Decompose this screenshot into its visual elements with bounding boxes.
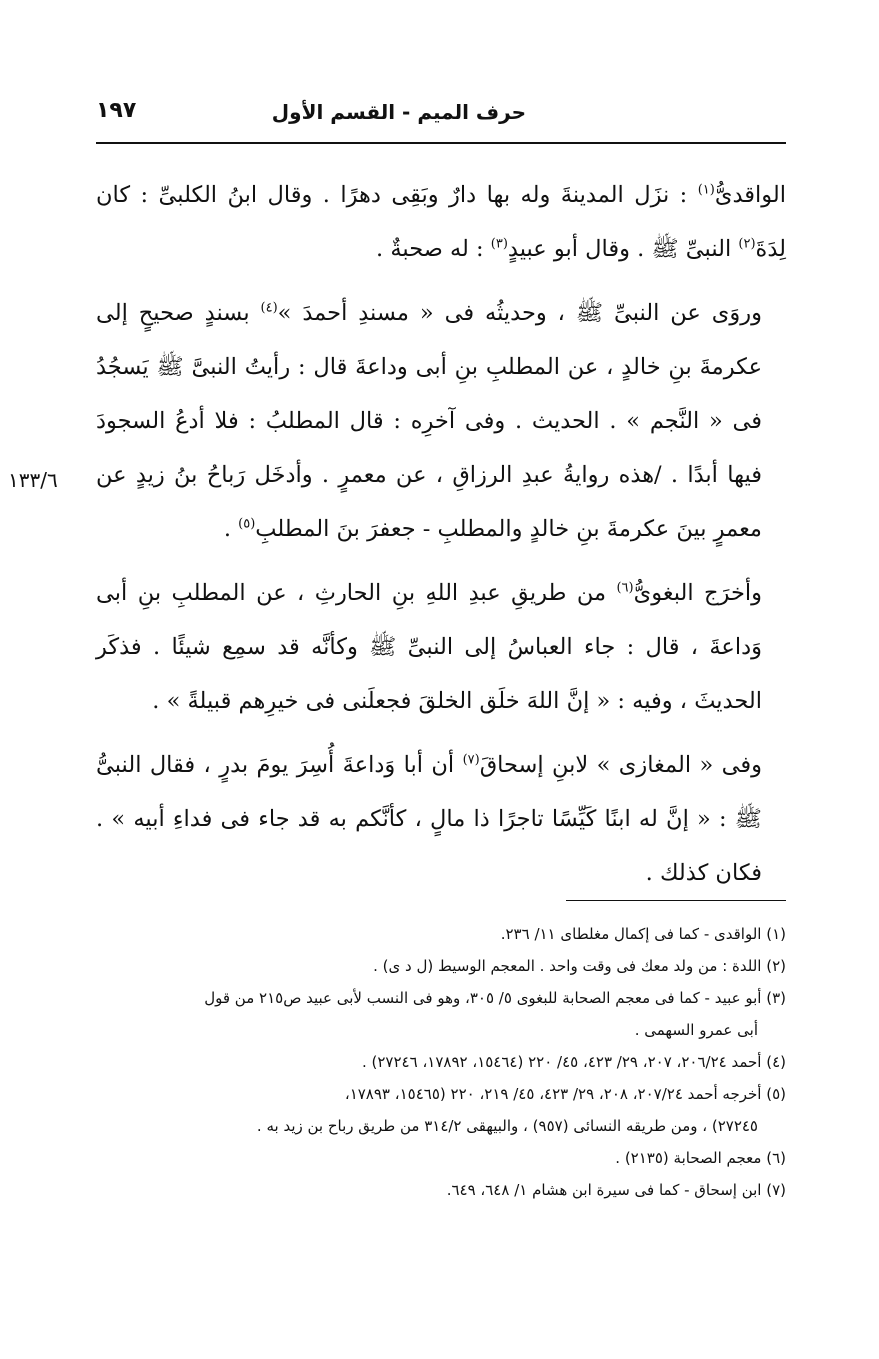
footnote-marker: (٧) [462,752,480,768]
footnote-3: (٣) أبو عبيد - كما فى معجم الصحابة للبغوى ٥/ ٣٠٥، وهو فى النسب لأبى عبيد ص٢١٥ من قول [204,989,786,1007]
text-run: النبىِّ ﷺ . وقال أبو عبيدٍ [507,236,739,262]
footnote-2: (٢) اللدة : من ولد معك فى وقت واحد . المعجم الوسيط (ل د ى) . [373,957,786,975]
text-run: الواقدىُّ [714,182,786,208]
text-run: : له صحبةٌ . [376,236,491,262]
footnotes [96,918,786,1206]
text-run: أن أبا وَداعةَ أُسِرَ يومَ بدرٍ ، فقال النبىُّ ﷺ : « إنَّ له ابنًا كَيِّسًا تاجرًا ذا مالٍ ، كأنَّكم به قد جاء فى فداءِ أبيه » . فكان كذلك . [96,752,762,886]
footnote-5-continuation: ٢٧٢٤٥) ، ومن طريقه النسائى (٩٥٧) ، والبيهقى ٣١٤/٢ من طريق رباح بن زيد به . [256,1117,758,1135]
footnote-4: (٤) أحمد ٢٠٦/٢٤، ٢٠٧، ٢٩/ ٤٢٣، ٤٥/ ٢٢٠ (١٥٤٦٤، ١٧٨٩٢، ٢٧٢٤٦) . [361,1053,786,1071]
text-run: : نزَل المدينةَ وله بها دارٌ وبَقِى دهرًا . وقال ابنُ الكلبىِّ : كان لِدَةَ [96,182,786,262]
paragraph-3 [96,566,786,728]
footnote-7: (٧) ابن إسحاق - كما فى سيرة ابن هشام ١/ ٦٤٨، ٦٤٩. [446,1181,786,1199]
text-run: . [223,516,239,542]
footnote-1: (١) الواقدى - كما فى إكمال مغلطاى ١١/ ٢٣٦. [500,925,786,943]
text-run: بسندٍ صحيحٍ إلى عكرمةَ بنِ خالدٍ ، عن المطلبِ بنِ أبى وداعةَ قال : رأيتُ النبىَّ ﷺ يَسجُدُ فى « النَّجم » . الحديث . وفى آخرِه : قال المطلبُ : فلا أدعُ السجودَ فيها أبدًا . /هذه روايةُ عبدِ الرزاقِ ، عن معمرٍ . وأدخَل رَباحُ بنُ زيدٍ عن معمرٍ بينَ عكرمةَ بنِ خالدٍ والمطلبِ - جعفرَ بنَ المطلبِ [96,300,762,542]
footnote-5: (٥) أخرجه أحمد ٢٠٧/٢٤، ٢٠٨، ٢٩/ ٤٢٣، ٤٥/ ٢١٩، ٢٢٠ (١٥٤٦٥، ١٧٨٩٣، [344,1085,786,1103]
text-run: من طريقِ عبدِ اللهِ بنِ الحارثِ ، عن المطلبِ بنِ أبى وَداعةَ ، قال : جاء العباسُ إلى النبىِّ ﷺ وكأنَّه قد سمِع شيئًا . فذكَر الحديثَ ، وفيه : « إنَّ اللهَ خلَق الخلقَ فجعلَنى فى خيرِهم قبيلةً » . [96,580,762,714]
running-header [96,96,786,136]
main-text [96,168,786,910]
footnote-marker: (١) [697,182,715,198]
page-number: ١٩٧ [96,98,137,123]
text-run: وفى « المغازى » لابنِ إسحاقَ [479,752,762,778]
footnote-3-continuation: أبى عمرو السهمى . [634,1021,758,1039]
header-rule [96,142,786,144]
footnote-6: (٦) معجم الصحابة (٢١٣٥) . [615,1149,786,1167]
footnote-marker: (٣) [490,236,508,252]
margin-reference: ١٣٣/٦ [8,468,58,492]
footnote-marker: (٦) [616,580,634,596]
paragraph-4 [96,738,786,900]
header-title: حرف الميم - القسم الأول [271,100,526,124]
paragraph-1 [96,168,786,276]
footnotes-separator [566,900,786,901]
text-run: وروَى عن النبىِّ ﷺ ، وحديثُه فى « مسندِ أحمدَ » [277,300,762,326]
text-run: وأخرَج البغوىُّ [633,580,762,606]
paragraph-2 [96,286,786,556]
footnote-marker: (٥) [238,516,256,532]
footnote-marker: (٢) [738,236,756,252]
footnote-marker: (٤) [260,300,278,316]
